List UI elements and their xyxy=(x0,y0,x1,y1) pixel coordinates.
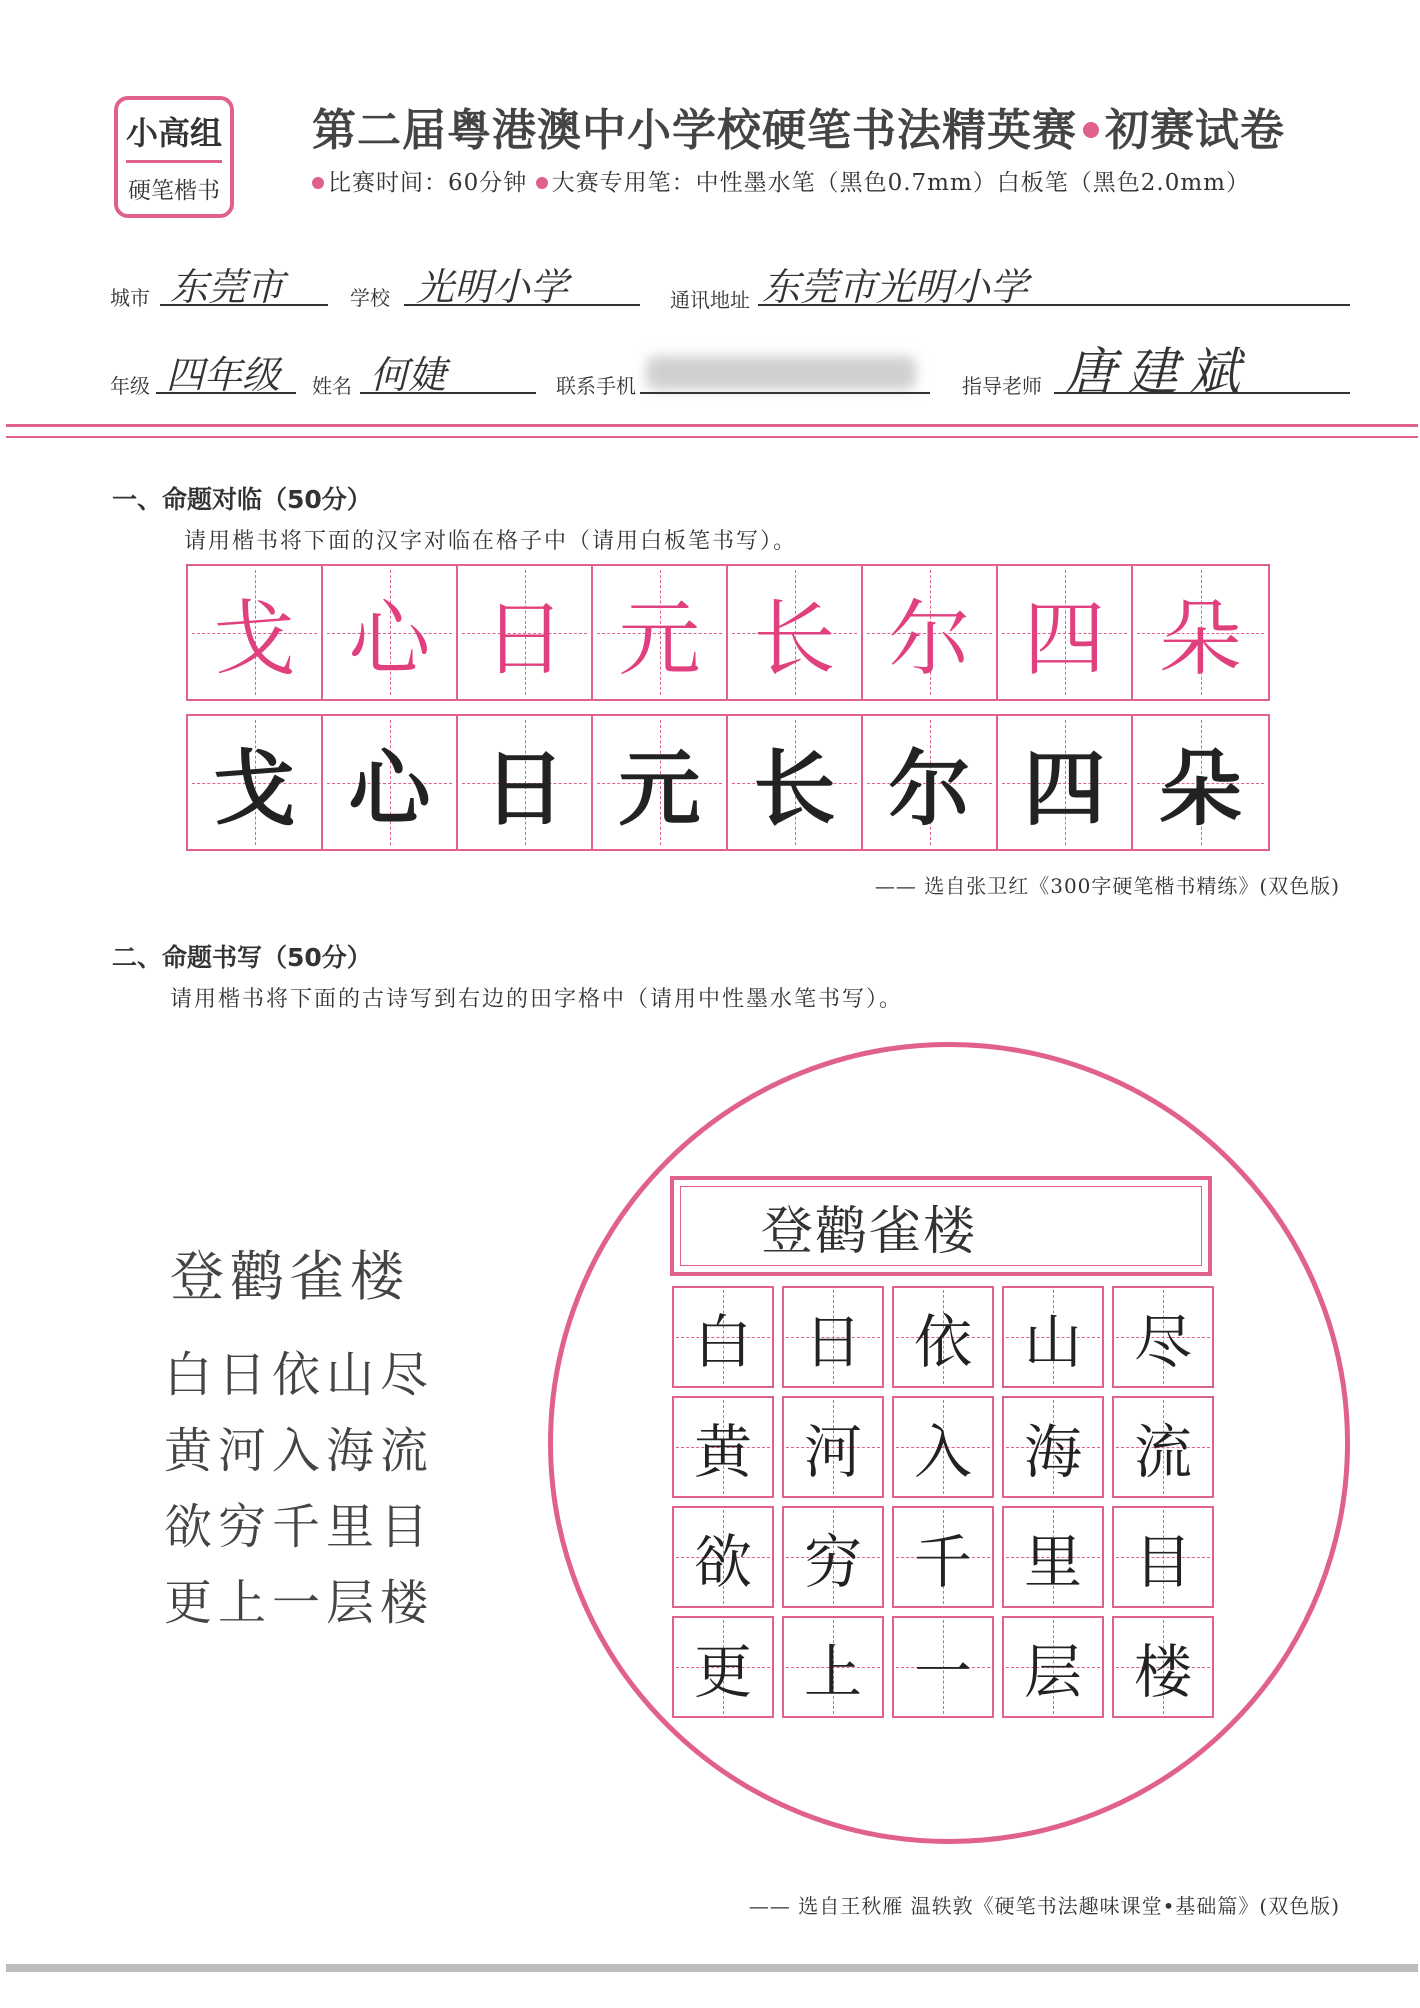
model-cell: 长 xyxy=(728,566,863,699)
poem-cell[interactable]: 尽 xyxy=(1112,1286,1214,1388)
written-cell[interactable]: 尔 xyxy=(863,716,998,849)
poem-char-grid xyxy=(672,1286,1214,1718)
page-title xyxy=(312,94,1285,158)
poem-cell[interactable]: 更 xyxy=(672,1616,774,1718)
written-cell[interactable]: 心 xyxy=(323,716,458,849)
model-cell: 日 xyxy=(458,566,593,699)
title-dot-icon xyxy=(1083,122,1099,138)
poem-cell[interactable]: 白 xyxy=(672,1286,774,1388)
section1-instruction: 请用楷书将下面的汉字对临在格子中（请用白板笔书写）。 xyxy=(184,529,798,554)
poem-cell[interactable]: 千 xyxy=(892,1506,994,1608)
title-main: 第二届粤港澳中小学校硬笔书法精英赛 xyxy=(312,105,1077,156)
model-cell: 尔 xyxy=(863,566,998,699)
poem-line: 黄河入海流 xyxy=(164,1423,435,1479)
poem-cell[interactable]: 层 xyxy=(1002,1616,1104,1718)
phone-label: 联系手机 xyxy=(556,374,636,398)
written-cell[interactable]: 四 xyxy=(998,716,1133,849)
name-label: 姓名 xyxy=(312,374,352,398)
poem-line: 欲穷千里目 xyxy=(164,1499,435,1555)
badge-style-label: 硬笔楷书 xyxy=(128,178,220,204)
phone-field-line[interactable] xyxy=(640,392,930,394)
header-divider xyxy=(6,424,1418,427)
poem-cell[interactable]: 楼 xyxy=(1112,1616,1214,1718)
poem-cell[interactable]: 山 xyxy=(1002,1286,1104,1388)
section2-instruction: 请用楷书将下面的古诗写到右边的田字格中（请用中性墨水笔书写）。 xyxy=(170,987,904,1012)
section2-source: —— 选自王秋雁 温轶敦《硬笔书法趣味课堂•基础篇》(双色版) xyxy=(748,1894,1340,1918)
rule-pen: 大赛专用笔：中性墨水笔（黑色0.7mm）白板笔（黑色2.0mm） xyxy=(551,170,1250,196)
school-label: 学校 xyxy=(350,286,390,310)
poem-cell[interactable]: 穷 xyxy=(782,1506,884,1608)
poem-cell[interactable]: 上 xyxy=(782,1616,884,1718)
poem-cell[interactable]: 目 xyxy=(1112,1506,1214,1608)
phone-redacted xyxy=(646,356,916,390)
written-cell[interactable]: 长 xyxy=(728,716,863,849)
teacher-value: 唐建斌 xyxy=(1064,343,1251,403)
city-field-line[interactable] xyxy=(160,304,328,306)
poem-cell[interactable]: 里 xyxy=(1002,1506,1104,1608)
poem-cell[interactable]: 河 xyxy=(782,1396,884,1498)
poem-cell[interactable]: 欲 xyxy=(672,1506,774,1608)
model-cell: 元 xyxy=(593,566,728,699)
teacher-field-line[interactable] xyxy=(1054,392,1350,394)
section1-source: —— 选自张卫红《300字硬笔楷书精练》(双色版) xyxy=(874,874,1340,898)
written-cell[interactable]: 日 xyxy=(458,716,593,849)
badge-group-label: 小高组 xyxy=(125,114,222,152)
written-cell[interactable]: 元 xyxy=(593,716,728,849)
teacher-label: 指导老师 xyxy=(962,374,1042,398)
grade-field-line[interactable] xyxy=(156,392,296,394)
model-cell: 朵 xyxy=(1133,566,1268,699)
written-title[interactable]: 登鹳雀楼 xyxy=(680,1186,1202,1266)
header-divider-thin xyxy=(6,436,1418,438)
poem-cell[interactable]: 入 xyxy=(892,1396,994,1498)
poem-cell[interactable]: 依 xyxy=(892,1286,994,1388)
address-field-line[interactable] xyxy=(758,304,1350,306)
written-cell[interactable]: 戈 xyxy=(188,716,323,849)
poem-cell[interactable]: 日 xyxy=(782,1286,884,1388)
model-cell: 心 xyxy=(323,566,458,699)
model-cell: 四 xyxy=(998,566,1133,699)
city-value: 东莞市 xyxy=(170,265,285,309)
group-badge xyxy=(114,96,234,218)
section1-heading: 一、命题对临（50分） xyxy=(112,485,372,514)
badge-divider xyxy=(126,160,222,163)
school-value: 光明小学 xyxy=(416,265,569,309)
poem-cell[interactable]: 一 xyxy=(892,1616,994,1718)
address-label: 通讯地址 xyxy=(670,288,750,312)
grade-value: 四年级 xyxy=(166,353,281,397)
bullet-dot-icon xyxy=(536,177,548,189)
grade-label: 年级 xyxy=(110,374,150,398)
title-suffix: 初赛试卷 xyxy=(1105,105,1285,156)
poem-line: 白日依山尽 xyxy=(164,1347,435,1403)
bullet-dot-icon xyxy=(312,177,324,189)
poem-title: 登鹳雀楼 xyxy=(170,1245,410,1308)
rule-time: 比赛时间：60分钟 xyxy=(328,170,528,196)
poem-cell[interactable]: 黄 xyxy=(672,1396,774,1498)
bottom-bar xyxy=(6,1964,1418,1972)
written-char-grid xyxy=(186,714,1270,851)
poem-cell[interactable]: 流 xyxy=(1112,1396,1214,1498)
poem-line: 更上一层楼 xyxy=(164,1575,435,1631)
name-value: 何婕 xyxy=(370,353,447,397)
poem-cell[interactable]: 海 xyxy=(1002,1396,1104,1498)
model-char-grid xyxy=(186,564,1270,701)
section2-heading: 二、命题书写（50分） xyxy=(112,943,372,972)
address-value: 东莞市光明小学 xyxy=(762,265,1029,309)
name-field-line[interactable] xyxy=(360,392,536,394)
school-field-line[interactable] xyxy=(404,304,640,306)
model-cell: 戈 xyxy=(188,566,323,699)
city-label: 城市 xyxy=(110,286,150,310)
written-cell[interactable]: 朵 xyxy=(1133,716,1268,849)
rules-line xyxy=(312,164,1250,197)
